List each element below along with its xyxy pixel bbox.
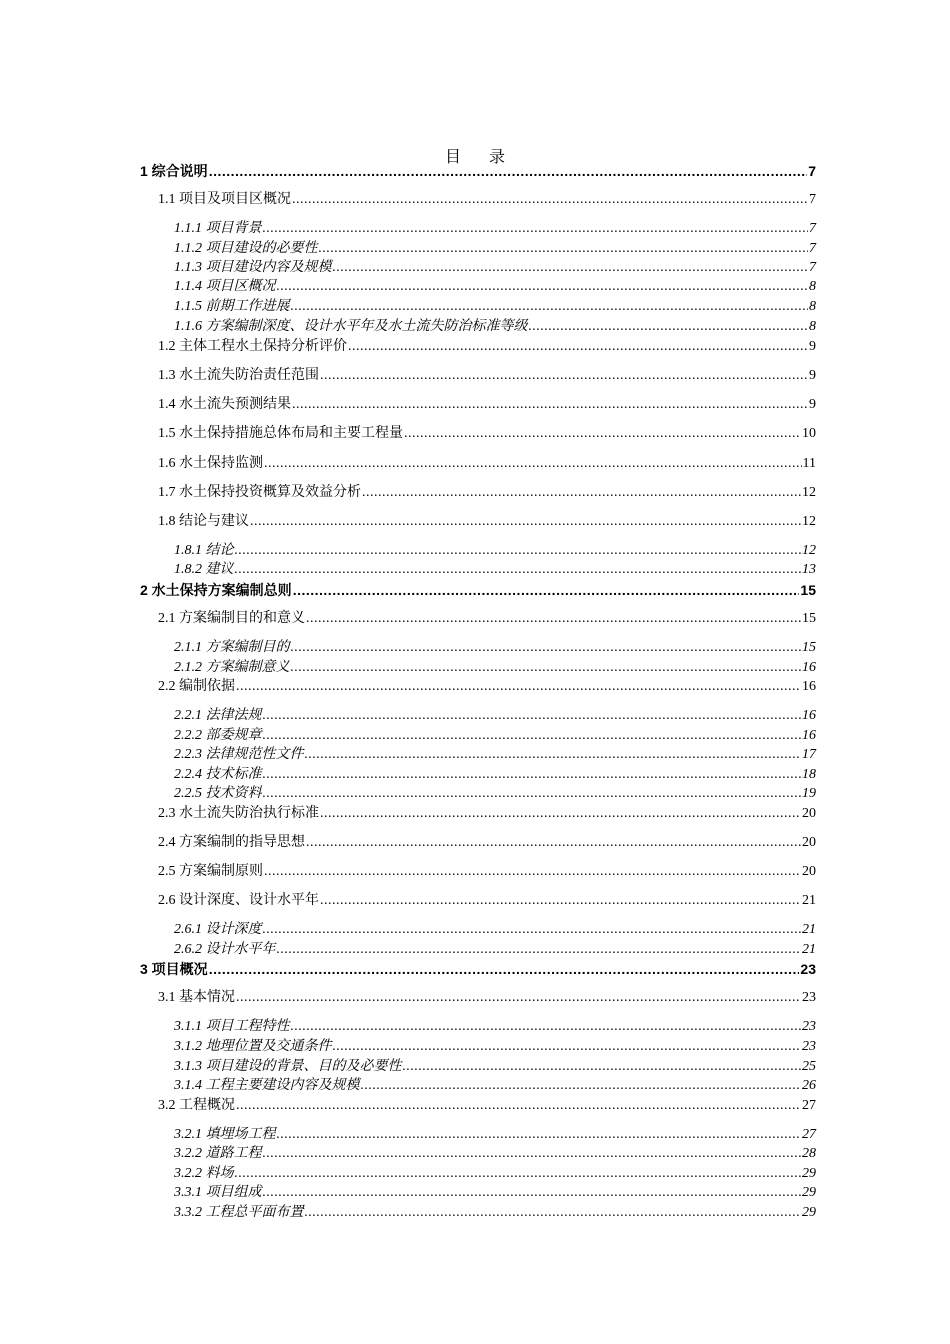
toc-entry-page-number: 17 (802, 747, 816, 762)
toc-leader-dots (320, 367, 808, 385)
toc-entry-level-2[interactable] (158, 396, 816, 414)
toc-entry-level-3[interactable] (174, 1077, 816, 1095)
toc-leader-dots (263, 921, 802, 939)
toc-entry-label: 2.6.2 设计水平年 (174, 942, 276, 957)
toc-entry-level-2[interactable] (158, 455, 816, 473)
toc-entry-page-number: 15 (802, 640, 816, 655)
toc-leader-dots (320, 805, 801, 823)
toc-entry-page-number: 27 (802, 1127, 816, 1142)
toc-entry-label: 3.3.1 项目组成 (174, 1185, 262, 1200)
toc-entry-level-3[interactable] (174, 298, 816, 316)
toc-leader-dots (305, 1204, 802, 1222)
toc-entry-label: 1 综合说明 (140, 163, 208, 179)
toc-entry-level-2[interactable] (158, 678, 816, 696)
toc-leader-dots (362, 484, 801, 502)
toc-entry-page-number: 9 (809, 368, 816, 383)
toc-leader-dots (236, 989, 801, 1007)
toc-entry-level-3[interactable] (174, 639, 816, 657)
toc-entry-level-3[interactable] (174, 259, 816, 277)
toc-entry-label: 2.2.5 技术资料 (174, 786, 262, 801)
toc-leader-dots (235, 561, 802, 579)
toc-entry-page-number: 23 (802, 1039, 816, 1054)
toc-entry-level-3[interactable] (174, 240, 816, 258)
toc-entry-level-2[interactable] (158, 805, 816, 823)
toc-entry-label: 1.1.6 方案编制深度、设计水平年及水土流失防治标准等级 (174, 319, 528, 334)
toc-leader-dots (264, 455, 802, 473)
toc-entry-label: 2.1.2 方案编制意义 (174, 660, 290, 675)
toc-entry-page-number: 19 (802, 786, 816, 801)
toc-entry-label: 3.1.2 地理位置及交通条件 (174, 1039, 332, 1054)
toc-entry-level-3[interactable] (174, 1165, 816, 1183)
toc-entry-label: 2.5 方案编制原则 (158, 864, 263, 879)
toc-entry-level-3[interactable] (174, 766, 816, 784)
toc-entry-label: 3.1 基本情况 (158, 990, 235, 1005)
toc-entry-page-number: 7 (808, 163, 816, 179)
toc-entry-level-3[interactable] (174, 1018, 816, 1036)
toc-entry-label: 2.1.1 方案编制目的 (174, 640, 290, 655)
toc-entry-level-3[interactable] (174, 561, 816, 579)
toc-entry-level-1[interactable] (140, 960, 816, 978)
toc-leader-dots (320, 892, 801, 910)
toc-entry-level-1[interactable] (140, 162, 816, 180)
toc-entry-label: 1.4 水土流失预测结果 (158, 397, 291, 412)
toc-leader-dots (306, 834, 801, 852)
toc-entry-page-number: 25 (802, 1059, 816, 1074)
toc-entry-page-number: 9 (809, 339, 816, 354)
toc-leader-dots (263, 1184, 802, 1202)
toc-entry-level-3[interactable] (174, 220, 816, 238)
toc-entry-label: 1.1 项目及项目区概况 (158, 192, 291, 207)
toc-entry-page-number: 29 (802, 1166, 816, 1181)
toc-entry-level-3[interactable] (174, 1145, 816, 1163)
toc-leader-dots (291, 298, 809, 316)
toc-entry-page-number: 16 (802, 679, 816, 694)
toc-entry-level-2[interactable] (158, 191, 816, 209)
toc-entry-label: 1.1.5 前期工作进展 (174, 299, 290, 314)
toc-entry-label: 1.6 水土保持监测 (158, 456, 263, 471)
toc-entry-label: 1.1.4 项目区概况 (174, 279, 276, 294)
toc-entry-page-number: 7 (809, 241, 816, 256)
toc-entry-level-3[interactable] (174, 785, 816, 803)
toc-leader-dots (250, 513, 801, 531)
toc-entry-page-number: 8 (809, 279, 816, 294)
toc-entry-page-number: 21 (802, 942, 816, 957)
toc-entry-page-number: 16 (802, 728, 816, 743)
toc-entry-page-number: 8 (809, 319, 816, 334)
toc-leader-dots (277, 278, 809, 296)
toc-entry-level-2[interactable] (158, 989, 816, 1007)
toc-entry-page-number: 12 (802, 485, 816, 500)
toc-leader-dots (291, 1018, 802, 1036)
toc-entry-label: 1.8.1 结论 (174, 543, 234, 558)
toc-entry-page-number: 29 (802, 1205, 816, 1220)
toc-entry-level-3[interactable] (174, 318, 816, 336)
toc-entry-level-2[interactable] (158, 834, 816, 852)
toc-entry-label: 2.2.1 法律法规 (174, 708, 262, 723)
toc-entry-page-number: 20 (802, 806, 816, 821)
toc-entry-page-number: 7 (809, 260, 816, 275)
toc-entry-level-3[interactable] (174, 542, 816, 560)
toc-entry-level-3[interactable] (174, 1204, 816, 1222)
toc-leader-dots (319, 240, 809, 258)
toc-entry-label: 2.6.1 设计深度 (174, 922, 262, 937)
toc-leader-dots (235, 1165, 802, 1183)
toc-entry-label: 1.5 水土保持措施总体布局和主要工程量 (158, 426, 403, 441)
toc-leader-dots (263, 785, 802, 803)
toc-entry-level-2[interactable] (158, 513, 816, 531)
toc-entry-level-3[interactable] (174, 941, 816, 959)
toc-leader-dots (305, 746, 802, 764)
toc-entry-label: 3.2.2 道路工程 (174, 1146, 262, 1161)
toc-title-part1: 目 (444, 149, 461, 166)
toc-leader-dots (263, 727, 802, 745)
toc-entry-level-2[interactable] (158, 892, 816, 910)
toc-entry-level-2[interactable] (158, 338, 816, 356)
toc-entry-label: 2 水土保持方案编制总则 (140, 582, 292, 598)
toc-leader-dots (293, 581, 800, 599)
toc-entry-level-1[interactable] (140, 581, 816, 599)
toc-entry-page-number: 23 (800, 961, 816, 977)
toc-entry-label: 1.1.1 项目背景 (174, 221, 262, 236)
toc-leader-dots (361, 1077, 802, 1095)
toc-entry-page-number: 26 (802, 1078, 816, 1093)
toc-entry-page-number: 8 (809, 299, 816, 314)
toc-leader-dots (292, 191, 808, 209)
toc-entry-level-3[interactable] (174, 707, 816, 725)
toc-entry-page-number: 15 (802, 611, 816, 626)
toc-entry-label: 3.1.1 项目工程特性 (174, 1019, 290, 1034)
toc-entry-level-2[interactable] (158, 425, 816, 443)
toc-leader-dots (236, 1097, 801, 1115)
toc-entry-level-3[interactable] (174, 659, 816, 677)
toc-entry-label: 3.2.2 料场 (174, 1166, 234, 1181)
toc-entry-label: 3.1.3 项目建设的背景、目的及必要性 (174, 1059, 402, 1074)
toc-entry-page-number: 23 (802, 990, 816, 1005)
toc-entry-page-number: 23 (802, 1019, 816, 1034)
toc-entry-label: 2.3 水土流失防治执行标准 (158, 806, 319, 821)
toc-entry-page-number: 28 (802, 1146, 816, 1161)
toc-leader-dots (292, 396, 808, 414)
toc-entry-level-2[interactable] (158, 367, 816, 385)
toc-leader-dots (277, 941, 802, 959)
toc-leader-dots (236, 678, 801, 696)
toc-entry-page-number: 20 (802, 835, 816, 850)
toc-leader-dots (263, 707, 802, 725)
toc-entry-page-number: 9 (809, 397, 816, 412)
toc-entry-label: 2.2 编制依据 (158, 679, 235, 694)
toc-entry-page-number: 21 (802, 893, 816, 908)
toc-entry-label: 1.3 水土流失防治责任范围 (158, 368, 319, 383)
toc-entry-label: 2.2.4 技术标准 (174, 767, 262, 782)
toc-entry-label: 3.3.2 工程总平面布置 (174, 1205, 304, 1220)
toc-entry-level-3[interactable] (174, 921, 816, 939)
toc-entry-level-2[interactable] (158, 1097, 816, 1115)
toc-entry-page-number: 27 (802, 1098, 816, 1113)
toc-entry-level-3[interactable] (174, 1038, 816, 1056)
toc-entry-page-number: 29 (802, 1185, 816, 1200)
toc-entry-label: 1.1.2 项目建设的必要性 (174, 241, 318, 256)
toc-entry-page-number: 10 (802, 426, 816, 441)
toc-entry-page-number: 16 (802, 660, 816, 675)
toc-entry-level-2[interactable] (158, 610, 816, 628)
toc-entry-page-number: 16 (802, 708, 816, 723)
toc-entry-page-number: 20 (802, 864, 816, 879)
toc-leader-dots (404, 425, 801, 443)
toc-entry-label: 1.8.2 建议 (174, 562, 234, 577)
toc-leader-dots (264, 863, 801, 881)
toc-leader-dots (209, 960, 800, 978)
toc-leader-dots (277, 1126, 802, 1144)
toc-leader-dots (263, 1145, 802, 1163)
toc-leader-dots (333, 259, 809, 277)
toc-entry-level-3[interactable] (174, 746, 816, 764)
toc-entry-label: 2.4 方案编制的指导思想 (158, 835, 305, 850)
toc-entry-label: 2.2.2 部委规章 (174, 728, 262, 743)
toc-leader-dots (209, 162, 808, 180)
toc-entry-page-number: 13 (802, 562, 816, 577)
toc-leader-dots (291, 639, 802, 657)
toc-leader-dots (333, 1038, 802, 1056)
toc-entry-level-3[interactable] (174, 1126, 816, 1144)
toc-entry-page-number: 18 (802, 767, 816, 782)
toc-entry-page-number: 7 (809, 192, 816, 207)
toc-leader-dots (529, 318, 809, 336)
toc-entry-level-3[interactable] (174, 727, 816, 745)
toc-entry-level-2[interactable] (158, 484, 816, 502)
toc-entry-level-3[interactable] (174, 1184, 816, 1202)
toc-leader-dots (306, 610, 801, 628)
toc-title-part2: 录 (489, 149, 506, 166)
toc-entry-label: 1.7 水土保持投资概算及效益分析 (158, 485, 361, 500)
toc-leader-dots (235, 542, 802, 560)
toc-entry-label: 3 项目概况 (140, 961, 208, 977)
toc-entry-level-2[interactable] (158, 863, 816, 881)
toc-entry-label: 3.2.1 填埋场工程 (174, 1127, 276, 1142)
toc-entry-label: 3.1.4 工程主要建设内容及规模 (174, 1078, 360, 1093)
toc-entry-level-3[interactable] (174, 1058, 816, 1076)
toc-leader-dots (263, 220, 809, 238)
toc-entry-page-number: 15 (800, 582, 816, 598)
toc-entry-label: 2.1 方案编制目的和意义 (158, 611, 305, 626)
toc-entry-level-3[interactable] (174, 278, 816, 296)
toc-entry-label: 2.2.3 法律规范性文件 (174, 747, 304, 762)
toc-entry-label: 1.2 主体工程水土保持分析评价 (158, 339, 347, 354)
toc-entry-label: 3.2 工程概况 (158, 1098, 235, 1113)
toc-entry-page-number: 21 (802, 922, 816, 937)
toc-leader-dots (263, 766, 802, 784)
toc-entry-page-number: 12 (802, 543, 816, 558)
toc-leader-dots (348, 338, 808, 356)
toc-entry-label: 2.6 设计深度、设计水平年 (158, 893, 319, 908)
toc-entry-label: 1.1.3 项目建设内容及规模 (174, 260, 332, 275)
toc-entry-page-number: 12 (802, 514, 816, 529)
toc-entry-label: 1.8 结论与建议 (158, 514, 249, 529)
toc-entry-page-number: 7 (809, 221, 816, 236)
toc-leader-dots (403, 1058, 802, 1076)
toc-leader-dots (291, 659, 802, 677)
toc-entry-page-number: 11 (802, 456, 816, 471)
